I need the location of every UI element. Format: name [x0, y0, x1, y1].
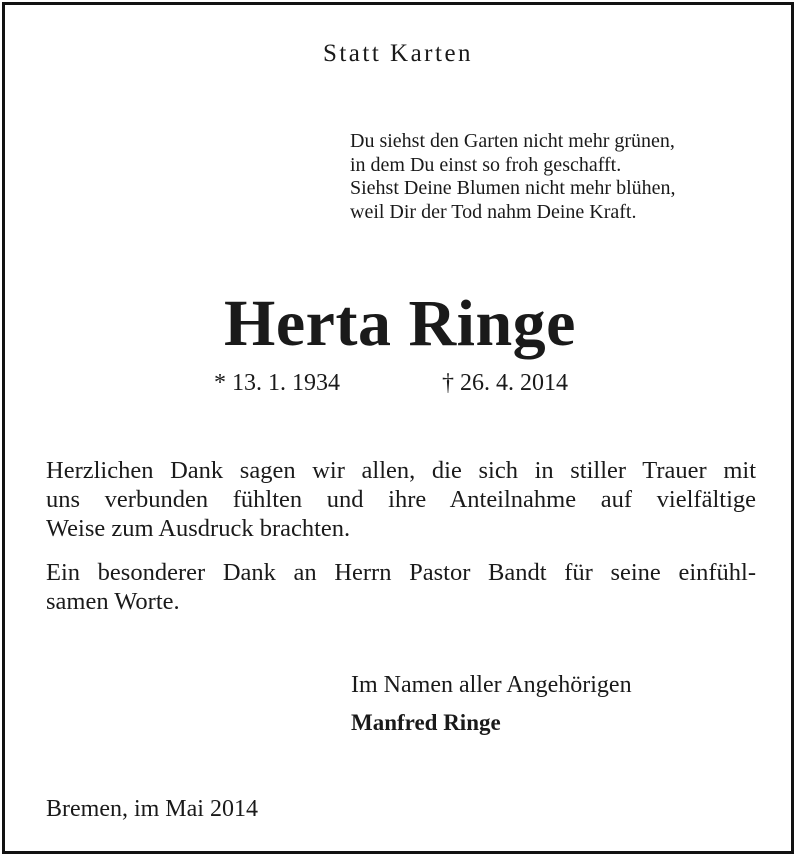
poem-line: Siehst Deine Blumen nicht mehr blühen, [350, 177, 676, 199]
death-date: † 26. 4. 2014 [442, 370, 568, 396]
closing-line: Im Namen aller Angehörigen [351, 672, 632, 698]
thanks-line: uns verbunden fühlten und ihre Anteilnahme auf vielfältige [46, 486, 756, 513]
thanks-line: samen Worte. [46, 588, 180, 615]
poem-line: weil Dir der Tod nahm Deine Kraft. [350, 200, 637, 223]
poem-line: in dem Du einst so froh geschafft. [350, 153, 622, 176]
thanks-line: Weise zum Ausdruck brachten. [46, 515, 351, 542]
notice-heading: Statt Karten [322, 40, 474, 67]
signature-name: Manfred Ringe [351, 710, 501, 735]
deceased-name: Herta Ringe [224, 287, 576, 360]
poem [350, 130, 780, 224]
thanks-line: Ein besonderer Dank an Herrn Pastor Bandt für seine einfühl- [46, 559, 756, 586]
special-thanks-paragraph [46, 558, 756, 616]
thanks-paragraph [46, 456, 756, 543]
birth-date: * 13. 1. 1934 [214, 370, 340, 396]
poem-line: Du siehst den Garten nicht mehr grünen, [350, 130, 675, 152]
place-and-date: Bremen, im Mai 2014 [46, 796, 258, 822]
thanks-line: Herzlichen Dank sagen wir allen, die sich in stiller Trauer mit [46, 457, 756, 484]
